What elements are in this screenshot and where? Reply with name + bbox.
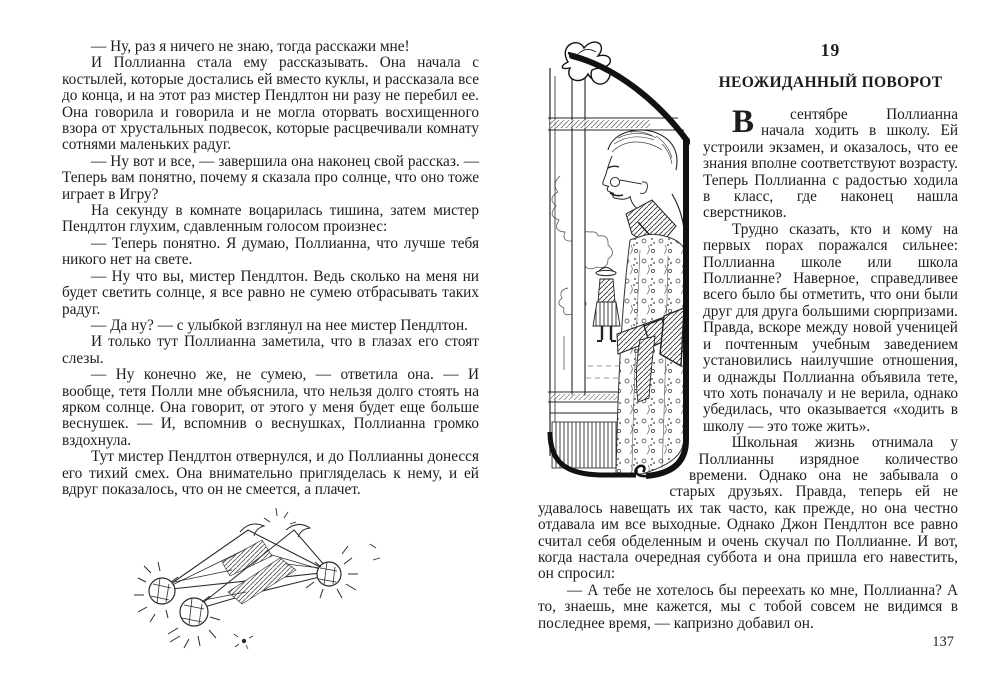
page-number: 137 — [932, 634, 954, 650]
crystal-pendants-illustration — [124, 500, 406, 656]
left-page — [62, 39, 479, 498]
man-at-window-illustration — [538, 36, 690, 488]
prism-wings — [162, 524, 332, 610]
man-figure — [603, 130, 685, 250]
paragraph: На секунду в комнате воцарилась тишина, затем мистер Пендлтон глухим, сдавленным голосом произнес: — [62, 202, 479, 236]
paragraph: И Поллианна стала ему рассказывать. Она начала с костылей, которые достались ей вместо куклы, и рассказала все до конца, и на этот раз мистер Пендлтон ни разу не перебил ее. Она говорила и говорила и не могла оторвать восхищенного взора от хрустальных подвесок, которые расцвечивали комнату сотнями маленьких радуг. — [62, 54, 479, 154]
paragraph: Тут мистер Пендлтон отвернулся, и до Поллианны донесся его тихий смех. Она внимательно пригляделась к нему, и ей вдруг показалось, что он не смеется, а плачет. — [62, 448, 479, 498]
robe — [616, 235, 684, 475]
paragraph: Трудно сказать, кто и кому на первых порах поражался сильнее: Поллианна школе или школа Поллианне? Наверное, справедливее всего было бы отметить, что они были друг для друга большими сюрпризами. Правда, вскоре между новой ученицей и почтенным учебным заведением установились наилучшие отношения, и однажды Поллианна объявила тете, что хоть поначалу и не верила, однако убедилась, что оказывается «ходить в школу — это тоже жить». — [703, 220, 958, 435]
left-page-text — [62, 39, 479, 498]
paragraph: — Ну, раз я ничего не знаю, тогда расскажи мне! — [91, 38, 410, 55]
paragraph: Школьная жизнь отнимала у Поллианны изрядное количество времени. Однако она не забывала о старых друзьях. Правда, теперь ей не удавалось навещать их так часто, как прежде, но она честно отдавала им все выходные. Однако Джон Пендлтон все равно считал себя обделенным и очень скучал по Поллианне. И вот, когда настала очередная суббота и она пришла его навестить, он спросил: — [538, 434, 958, 583]
paragraph: — Ну конечно же, не сумею, — ответила она. — И вообще, тетя Полли мне объяснила, что нельзя долго стоять на ярком солнце. Она говорит, от этого у меня будет еще больше веснушек. — И, вспомнив о веснушках, Поллианна громко вздохнула. — [62, 366, 479, 449]
paragraph: — Теперь понятно. Я думаю, Поллианна, что лучше тебя никого нет на свете. — [62, 234, 479, 269]
opening-text: сентябре Поллианна начала ходить в школу. Ей устроили экзамен, и оказалось, что ее знания вполне соответствуют возрасту. Теперь Поллианна с радостью ходила в класс, где наконец нашла сверстников. — [703, 106, 958, 222]
girl-outside — [593, 268, 620, 342]
drop-cap: В — [732, 104, 755, 140]
paragraph: — Ну что вы, мистер Пендлтон. Ведь сколько на меня ни будет светить солнце, я все равно не сумею отбрасывать таких радуг. — [62, 267, 479, 318]
paragraph: И только тут Поллианна заметила, что в глазах его стоят слезы. — [62, 333, 479, 367]
right-page — [538, 34, 958, 632]
paragraph: — А тебе не хотелось бы переехать ко мне, Поллианна? А то, знаешь, мне кажется, мы с тобой совсем не видимся в последнее время, — капризно добавил он. — [538, 581, 958, 632]
paragraph: — Да ну? — с улыбкой взглянул на нее мистер Пендлтон. — [91, 316, 468, 334]
small-sparkle-dot — [234, 634, 253, 649]
chapter-title: НЕОЖИДАННЫЙ ПОВОРОТ — [718, 74, 943, 91]
paragraph: — Ну вот и все, — завершила она наконец свой рассказ. — Теперь вам понятно, почему я сказала про солнце, что оно тоже играет в Игру? — [62, 152, 479, 203]
chapter-number: 19 — [820, 40, 841, 60]
